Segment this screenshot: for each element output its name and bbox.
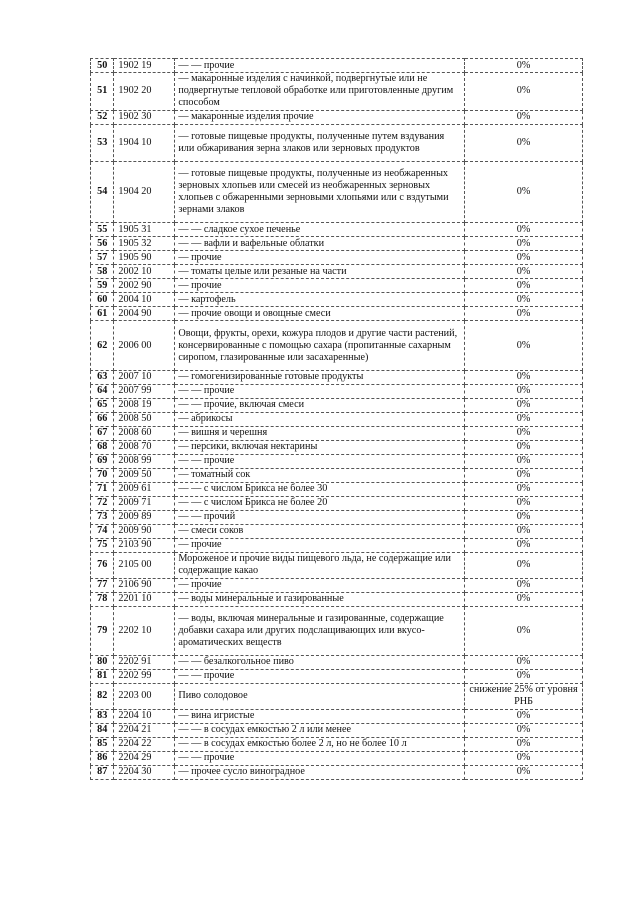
duty-rate: 0% xyxy=(465,370,583,384)
table-row xyxy=(91,655,583,669)
table-row xyxy=(91,606,583,655)
product-description: Мороженое и прочие виды пищевого льда, не содержащие или содержащие какао xyxy=(175,552,465,578)
hs-code: 2004 10 xyxy=(114,293,175,307)
row-number: 52 xyxy=(91,110,114,124)
product-description: Пиво солодовое xyxy=(175,683,465,709)
product-description: — готовые пищевые продукты, полученные путем вздувания или обжаривания зерна злаков или зерновых продуктов xyxy=(175,124,465,162)
table-row xyxy=(91,223,583,237)
row-number: 76 xyxy=(91,552,114,578)
table-row xyxy=(91,496,583,510)
table-row xyxy=(91,73,583,111)
hs-code: 2007 10 xyxy=(114,370,175,384)
row-number: 87 xyxy=(91,765,114,779)
duty-rate: 0% xyxy=(465,765,583,779)
table-row xyxy=(91,398,583,412)
hs-code: 2202 99 xyxy=(114,669,175,683)
duty-rate: снижение 25% от уровня РНБ xyxy=(465,683,583,709)
hs-code: 2105 00 xyxy=(114,552,175,578)
duty-rate: 0% xyxy=(465,223,583,237)
duty-rate: 0% xyxy=(465,59,583,73)
duty-rate: 0% xyxy=(465,440,583,454)
hs-code: 2106 90 xyxy=(114,578,175,592)
row-number: 54 xyxy=(91,162,114,223)
row-number: 66 xyxy=(91,412,114,426)
duty-rate: 0% xyxy=(465,538,583,552)
table-row xyxy=(91,59,583,73)
duty-rate: 0% xyxy=(465,482,583,496)
hs-code: 2204 29 xyxy=(114,751,175,765)
table-row xyxy=(91,683,583,709)
hs-code: 2009 90 xyxy=(114,524,175,538)
hs-code: 2204 22 xyxy=(114,737,175,751)
product-description: — прочие xyxy=(175,578,465,592)
table-row xyxy=(91,307,583,321)
product-description: — прочие овощи и овощные смеси xyxy=(175,307,465,321)
product-description: — томатный сок xyxy=(175,468,465,482)
row-number: 85 xyxy=(91,737,114,751)
duty-rate: 0% xyxy=(465,384,583,398)
duty-rate: 0% xyxy=(465,737,583,751)
row-number: 75 xyxy=(91,538,114,552)
product-description: — прочие xyxy=(175,279,465,293)
table-row xyxy=(91,709,583,723)
row-number: 68 xyxy=(91,440,114,454)
table-row xyxy=(91,384,583,398)
duty-rate: 0% xyxy=(465,162,583,223)
table-row xyxy=(91,162,583,223)
hs-code: 2008 60 xyxy=(114,426,175,440)
row-number: 61 xyxy=(91,307,114,321)
product-description: — готовые пищевые продукты, полученные из необжаренных зерновых хлопьев или смесей из необжаренных зерновых хлопьев с обжаренными зерновыми хлопьями или с вздутыми зернами злаков xyxy=(175,162,465,223)
product-description: — персики, включая нектарины xyxy=(175,440,465,454)
duty-rate: 0% xyxy=(465,293,583,307)
table-row xyxy=(91,110,583,124)
product-description: — томаты целые или резаные на части xyxy=(175,265,465,279)
table-row xyxy=(91,482,583,496)
row-number: 81 xyxy=(91,669,114,683)
hs-code: 2202 10 xyxy=(114,606,175,655)
row-number: 57 xyxy=(91,251,114,265)
row-number: 59 xyxy=(91,279,114,293)
duty-rate: 0% xyxy=(465,709,583,723)
table-row xyxy=(91,279,583,293)
hs-code: 2202 91 xyxy=(114,655,175,669)
hs-code: 1905 32 xyxy=(114,237,175,251)
product-description: — макаронные изделия прочие xyxy=(175,110,465,124)
duty-rate: 0% xyxy=(465,251,583,265)
product-description: — — с числом Брикса не более 20 xyxy=(175,496,465,510)
product-description: Овощи, фрукты, орехи, кожура плодов и другие части растений, консервированные с помощью сахара (пропитанные сахарным сиропом, глазированные или засахаренные) xyxy=(175,321,465,370)
row-number: 84 xyxy=(91,723,114,737)
product-description: — прочее сусло виноградное xyxy=(175,765,465,779)
row-number: 55 xyxy=(91,223,114,237)
table-row xyxy=(91,669,583,683)
tariff-table-body xyxy=(91,59,583,780)
table-row xyxy=(91,321,583,370)
row-number: 78 xyxy=(91,592,114,606)
duty-rate: 0% xyxy=(465,552,583,578)
product-description: — вишня и черешня xyxy=(175,426,465,440)
row-number: 50 xyxy=(91,59,114,73)
product-description: — — прочие xyxy=(175,669,465,683)
hs-code: 1904 10 xyxy=(114,124,175,162)
hs-code: 2009 71 xyxy=(114,496,175,510)
duty-rate: 0% xyxy=(465,578,583,592)
row-number: 82 xyxy=(91,683,114,709)
row-number: 60 xyxy=(91,293,114,307)
table-row xyxy=(91,468,583,482)
product-description: — — прочие xyxy=(175,59,465,73)
table-row xyxy=(91,237,583,251)
hs-code: 1902 30 xyxy=(114,110,175,124)
row-number: 62 xyxy=(91,321,114,370)
hs-code: 2204 21 xyxy=(114,723,175,737)
product-description: — макаронные изделия с начинкой, подвергнутые или не подвергнутые тепловой обработке или приготовленные другим способом xyxy=(175,73,465,111)
hs-code: 1905 90 xyxy=(114,251,175,265)
product-description: — абрикосы xyxy=(175,412,465,426)
product-description: — — вафли и вафельные облатки xyxy=(175,237,465,251)
hs-code: 2203 00 xyxy=(114,683,175,709)
table-row xyxy=(91,578,583,592)
tariff-table xyxy=(90,58,583,780)
table-row xyxy=(91,124,583,162)
row-number: 63 xyxy=(91,370,114,384)
product-description: — прочие xyxy=(175,251,465,265)
hs-code: 2201 10 xyxy=(114,592,175,606)
product-description: — воды, включая минеральные и газированные, содержащие добавки сахара или других подслащивающих или вкусо-ароматических веществ xyxy=(175,606,465,655)
table-row xyxy=(91,723,583,737)
table-row xyxy=(91,510,583,524)
duty-rate: 0% xyxy=(465,669,583,683)
hs-code: 2002 10 xyxy=(114,265,175,279)
product-description: — — безалкогольное пиво xyxy=(175,655,465,669)
duty-rate: 0% xyxy=(465,73,583,111)
table-row xyxy=(91,765,583,779)
table-row xyxy=(91,426,583,440)
hs-code: 2002 90 xyxy=(114,279,175,293)
table-row xyxy=(91,440,583,454)
duty-rate: 0% xyxy=(465,412,583,426)
product-description: — гомогенизированные готовые продукты xyxy=(175,370,465,384)
product-description: — — сладкое сухое печенье xyxy=(175,223,465,237)
table-row xyxy=(91,538,583,552)
hs-code: 1904 20 xyxy=(114,162,175,223)
row-number: 71 xyxy=(91,482,114,496)
product-description: — вина игристые xyxy=(175,709,465,723)
table-row xyxy=(91,737,583,751)
duty-rate: 0% xyxy=(465,110,583,124)
row-number: 80 xyxy=(91,655,114,669)
hs-code: 2103 90 xyxy=(114,538,175,552)
product-description: — — в сосудах емкостью 2 л или менее xyxy=(175,723,465,737)
duty-rate: 0% xyxy=(465,510,583,524)
product-description: — смеси соков xyxy=(175,524,465,538)
row-number: 70 xyxy=(91,468,114,482)
duty-rate: 0% xyxy=(465,524,583,538)
row-number: 86 xyxy=(91,751,114,765)
table-row xyxy=(91,293,583,307)
row-number: 74 xyxy=(91,524,114,538)
hs-code: 2009 50 xyxy=(114,468,175,482)
duty-rate: 0% xyxy=(465,468,583,482)
duty-rate: 0% xyxy=(465,454,583,468)
product-description: — — прочие, включая смеси xyxy=(175,398,465,412)
row-number: 64 xyxy=(91,384,114,398)
table-row xyxy=(91,592,583,606)
row-number: 56 xyxy=(91,237,114,251)
duty-rate: 0% xyxy=(465,279,583,293)
row-number: 51 xyxy=(91,73,114,111)
row-number: 83 xyxy=(91,709,114,723)
hs-code: 2009 89 xyxy=(114,510,175,524)
duty-rate: 0% xyxy=(465,321,583,370)
table-row xyxy=(91,265,583,279)
duty-rate: 0% xyxy=(465,124,583,162)
hs-code: 2008 50 xyxy=(114,412,175,426)
hs-code: 2204 10 xyxy=(114,709,175,723)
table-row xyxy=(91,751,583,765)
row-number: 53 xyxy=(91,124,114,162)
hs-code: 2007 99 xyxy=(114,384,175,398)
table-row xyxy=(91,524,583,538)
hs-code: 2008 70 xyxy=(114,440,175,454)
table-row xyxy=(91,412,583,426)
duty-rate: 0% xyxy=(465,496,583,510)
hs-code: 2204 30 xyxy=(114,765,175,779)
row-number: 79 xyxy=(91,606,114,655)
product-description: — — прочий xyxy=(175,510,465,524)
duty-rate: 0% xyxy=(465,751,583,765)
product-description: — картофель xyxy=(175,293,465,307)
duty-rate: 0% xyxy=(465,265,583,279)
row-number: 67 xyxy=(91,426,114,440)
product-description: — воды минеральные и газированные xyxy=(175,592,465,606)
hs-code: 2006 00 xyxy=(114,321,175,370)
row-number: 69 xyxy=(91,454,114,468)
duty-rate: 0% xyxy=(465,237,583,251)
row-number: 65 xyxy=(91,398,114,412)
row-number: 73 xyxy=(91,510,114,524)
product-description: — — прочие xyxy=(175,384,465,398)
hs-code: 1905 31 xyxy=(114,223,175,237)
product-description: — — с числом Брикса не более 30 xyxy=(175,482,465,496)
table-row xyxy=(91,370,583,384)
hs-code: 1902 20 xyxy=(114,73,175,111)
table-row xyxy=(91,454,583,468)
row-number: 72 xyxy=(91,496,114,510)
product-description: — — прочие xyxy=(175,751,465,765)
duty-rate: 0% xyxy=(465,398,583,412)
product-description: — — прочие xyxy=(175,454,465,468)
duty-rate: 0% xyxy=(465,592,583,606)
hs-code: 2009 61 xyxy=(114,482,175,496)
hs-code: 2008 19 xyxy=(114,398,175,412)
table-row xyxy=(91,552,583,578)
hs-code: 1902 19 xyxy=(114,59,175,73)
product-description: — прочие xyxy=(175,538,465,552)
hs-code: 2008 99 xyxy=(114,454,175,468)
duty-rate: 0% xyxy=(465,426,583,440)
row-number: 58 xyxy=(91,265,114,279)
duty-rate: 0% xyxy=(465,655,583,669)
duty-rate: 0% xyxy=(465,307,583,321)
hs-code: 2004 90 xyxy=(114,307,175,321)
row-number: 77 xyxy=(91,578,114,592)
table-row xyxy=(91,251,583,265)
duty-rate: 0% xyxy=(465,606,583,655)
product-description: — — в сосудах емкостью более 2 л, но не более 10 л xyxy=(175,737,465,751)
duty-rate: 0% xyxy=(465,723,583,737)
